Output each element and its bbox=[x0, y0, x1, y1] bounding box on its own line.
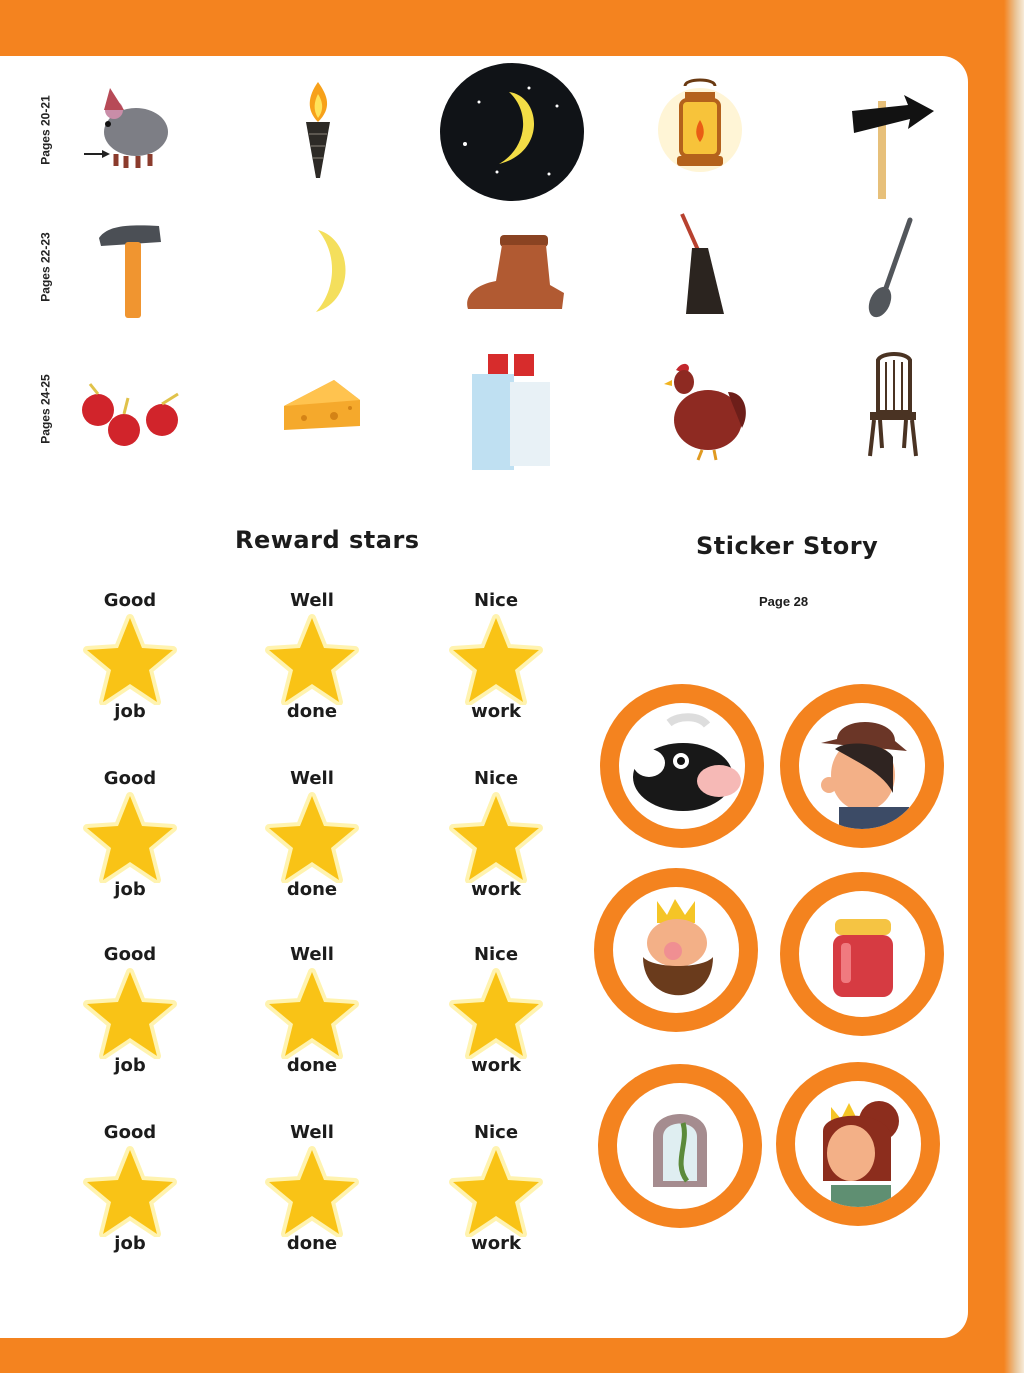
star-icon bbox=[448, 1145, 544, 1237]
reward-star-bottom-label: done bbox=[286, 701, 338, 722]
reward-star-sticker[interactable] bbox=[252, 768, 372, 918]
reward-star-sticker[interactable] bbox=[436, 944, 556, 1094]
moon-sticker[interactable] bbox=[272, 222, 372, 322]
mouse-sticker[interactable] bbox=[78, 78, 178, 178]
reward-star-bottom-label: done bbox=[286, 879, 338, 900]
reward-star-top-label: Nice bbox=[473, 768, 519, 789]
star-icon bbox=[448, 967, 544, 1059]
spoon-sticker[interactable] bbox=[854, 214, 934, 324]
reward-star-top-label: Good bbox=[103, 1122, 157, 1143]
reward-star-bottom-label: job bbox=[114, 879, 146, 900]
signpost-sticker[interactable] bbox=[838, 96, 938, 196]
reward-star-bottom-label: work bbox=[471, 701, 521, 722]
reward-star-top-label: Nice bbox=[473, 590, 519, 611]
reward-star-bottom-label: job bbox=[114, 701, 146, 722]
sticker-story-heading: Sticker Story bbox=[696, 532, 879, 560]
king-sticker[interactable] bbox=[594, 868, 758, 1032]
star-icon bbox=[82, 791, 178, 883]
hen-sticker[interactable] bbox=[662, 358, 752, 462]
star-icon bbox=[448, 791, 544, 883]
star-icon bbox=[264, 967, 360, 1059]
reward-star-sticker[interactable] bbox=[436, 1122, 556, 1272]
star-icon bbox=[264, 791, 360, 883]
reward-star-top-label: Good bbox=[103, 590, 157, 611]
hammer-sticker[interactable] bbox=[82, 220, 182, 320]
reward-star-bottom-label: work bbox=[471, 879, 521, 900]
window-sticker[interactable] bbox=[598, 1064, 762, 1228]
queen-sticker[interactable] bbox=[776, 1062, 940, 1226]
story-page-reference: Page 28 bbox=[759, 594, 809, 609]
row-label-pages-20-21: Pages 20-21 bbox=[39, 95, 54, 165]
reward-star-bottom-label: work bbox=[471, 1055, 521, 1076]
reward-star-top-label: Well bbox=[290, 944, 334, 965]
reward-star-top-label: Good bbox=[103, 944, 157, 965]
reward-star-top-label: Well bbox=[290, 1122, 334, 1143]
star-icon bbox=[448, 613, 544, 705]
reward-star-sticker[interactable] bbox=[70, 1122, 190, 1272]
reward-star-sticker[interactable] bbox=[70, 590, 190, 740]
reward-star-sticker[interactable] bbox=[252, 1122, 372, 1272]
reward-star-sticker[interactable] bbox=[252, 590, 372, 740]
reward-star-top-label: Nice bbox=[473, 944, 519, 965]
reward-star-top-label: Well bbox=[290, 590, 334, 611]
reward-star-bottom-label: done bbox=[286, 1055, 338, 1076]
row-label-pages-22-23: Pages 22-23 bbox=[39, 232, 54, 302]
page-edge bbox=[1004, 0, 1024, 1373]
chair-sticker[interactable] bbox=[858, 352, 928, 462]
cherries-sticker[interactable] bbox=[76, 370, 186, 470]
cow-sticker[interactable] bbox=[600, 684, 764, 848]
reward-star-bottom-label: done bbox=[286, 1233, 338, 1254]
lantern-sticker[interactable] bbox=[650, 78, 750, 178]
row-label-pages-24-25: Pages 24-25 bbox=[39, 374, 54, 444]
star-icon bbox=[82, 613, 178, 705]
reward-star-bottom-label: work bbox=[471, 1233, 521, 1254]
night-moon-sticker[interactable] bbox=[438, 62, 586, 202]
reward-star-top-label: Good bbox=[103, 768, 157, 789]
broom-sticker[interactable] bbox=[664, 210, 744, 320]
reward-star-top-label: Well bbox=[290, 768, 334, 789]
star-icon bbox=[264, 613, 360, 705]
reward-star-top-label: Nice bbox=[473, 1122, 519, 1143]
reward-star-bottom-label: job bbox=[114, 1055, 146, 1076]
reward-star-sticker[interactable] bbox=[436, 590, 556, 740]
torch-sticker[interactable] bbox=[268, 78, 368, 178]
reward-star-sticker[interactable] bbox=[436, 768, 556, 918]
reward-star-sticker[interactable] bbox=[70, 944, 190, 1094]
star-icon bbox=[82, 1145, 178, 1237]
cheese-sticker[interactable] bbox=[280, 370, 366, 440]
man-in-hat-sticker[interactable] bbox=[780, 684, 944, 848]
reward-star-bottom-label: job bbox=[114, 1233, 146, 1254]
reward-stars-heading: Reward stars bbox=[235, 526, 420, 554]
reward-star-sticker[interactable] bbox=[70, 768, 190, 918]
jam-jar-sticker[interactable] bbox=[780, 872, 944, 1036]
reward-star-sticker[interactable] bbox=[252, 944, 372, 1094]
star-icon bbox=[264, 1145, 360, 1237]
milk-cartons-sticker[interactable] bbox=[462, 350, 562, 474]
star-icon bbox=[82, 967, 178, 1059]
boot-sticker[interactable] bbox=[460, 224, 570, 324]
